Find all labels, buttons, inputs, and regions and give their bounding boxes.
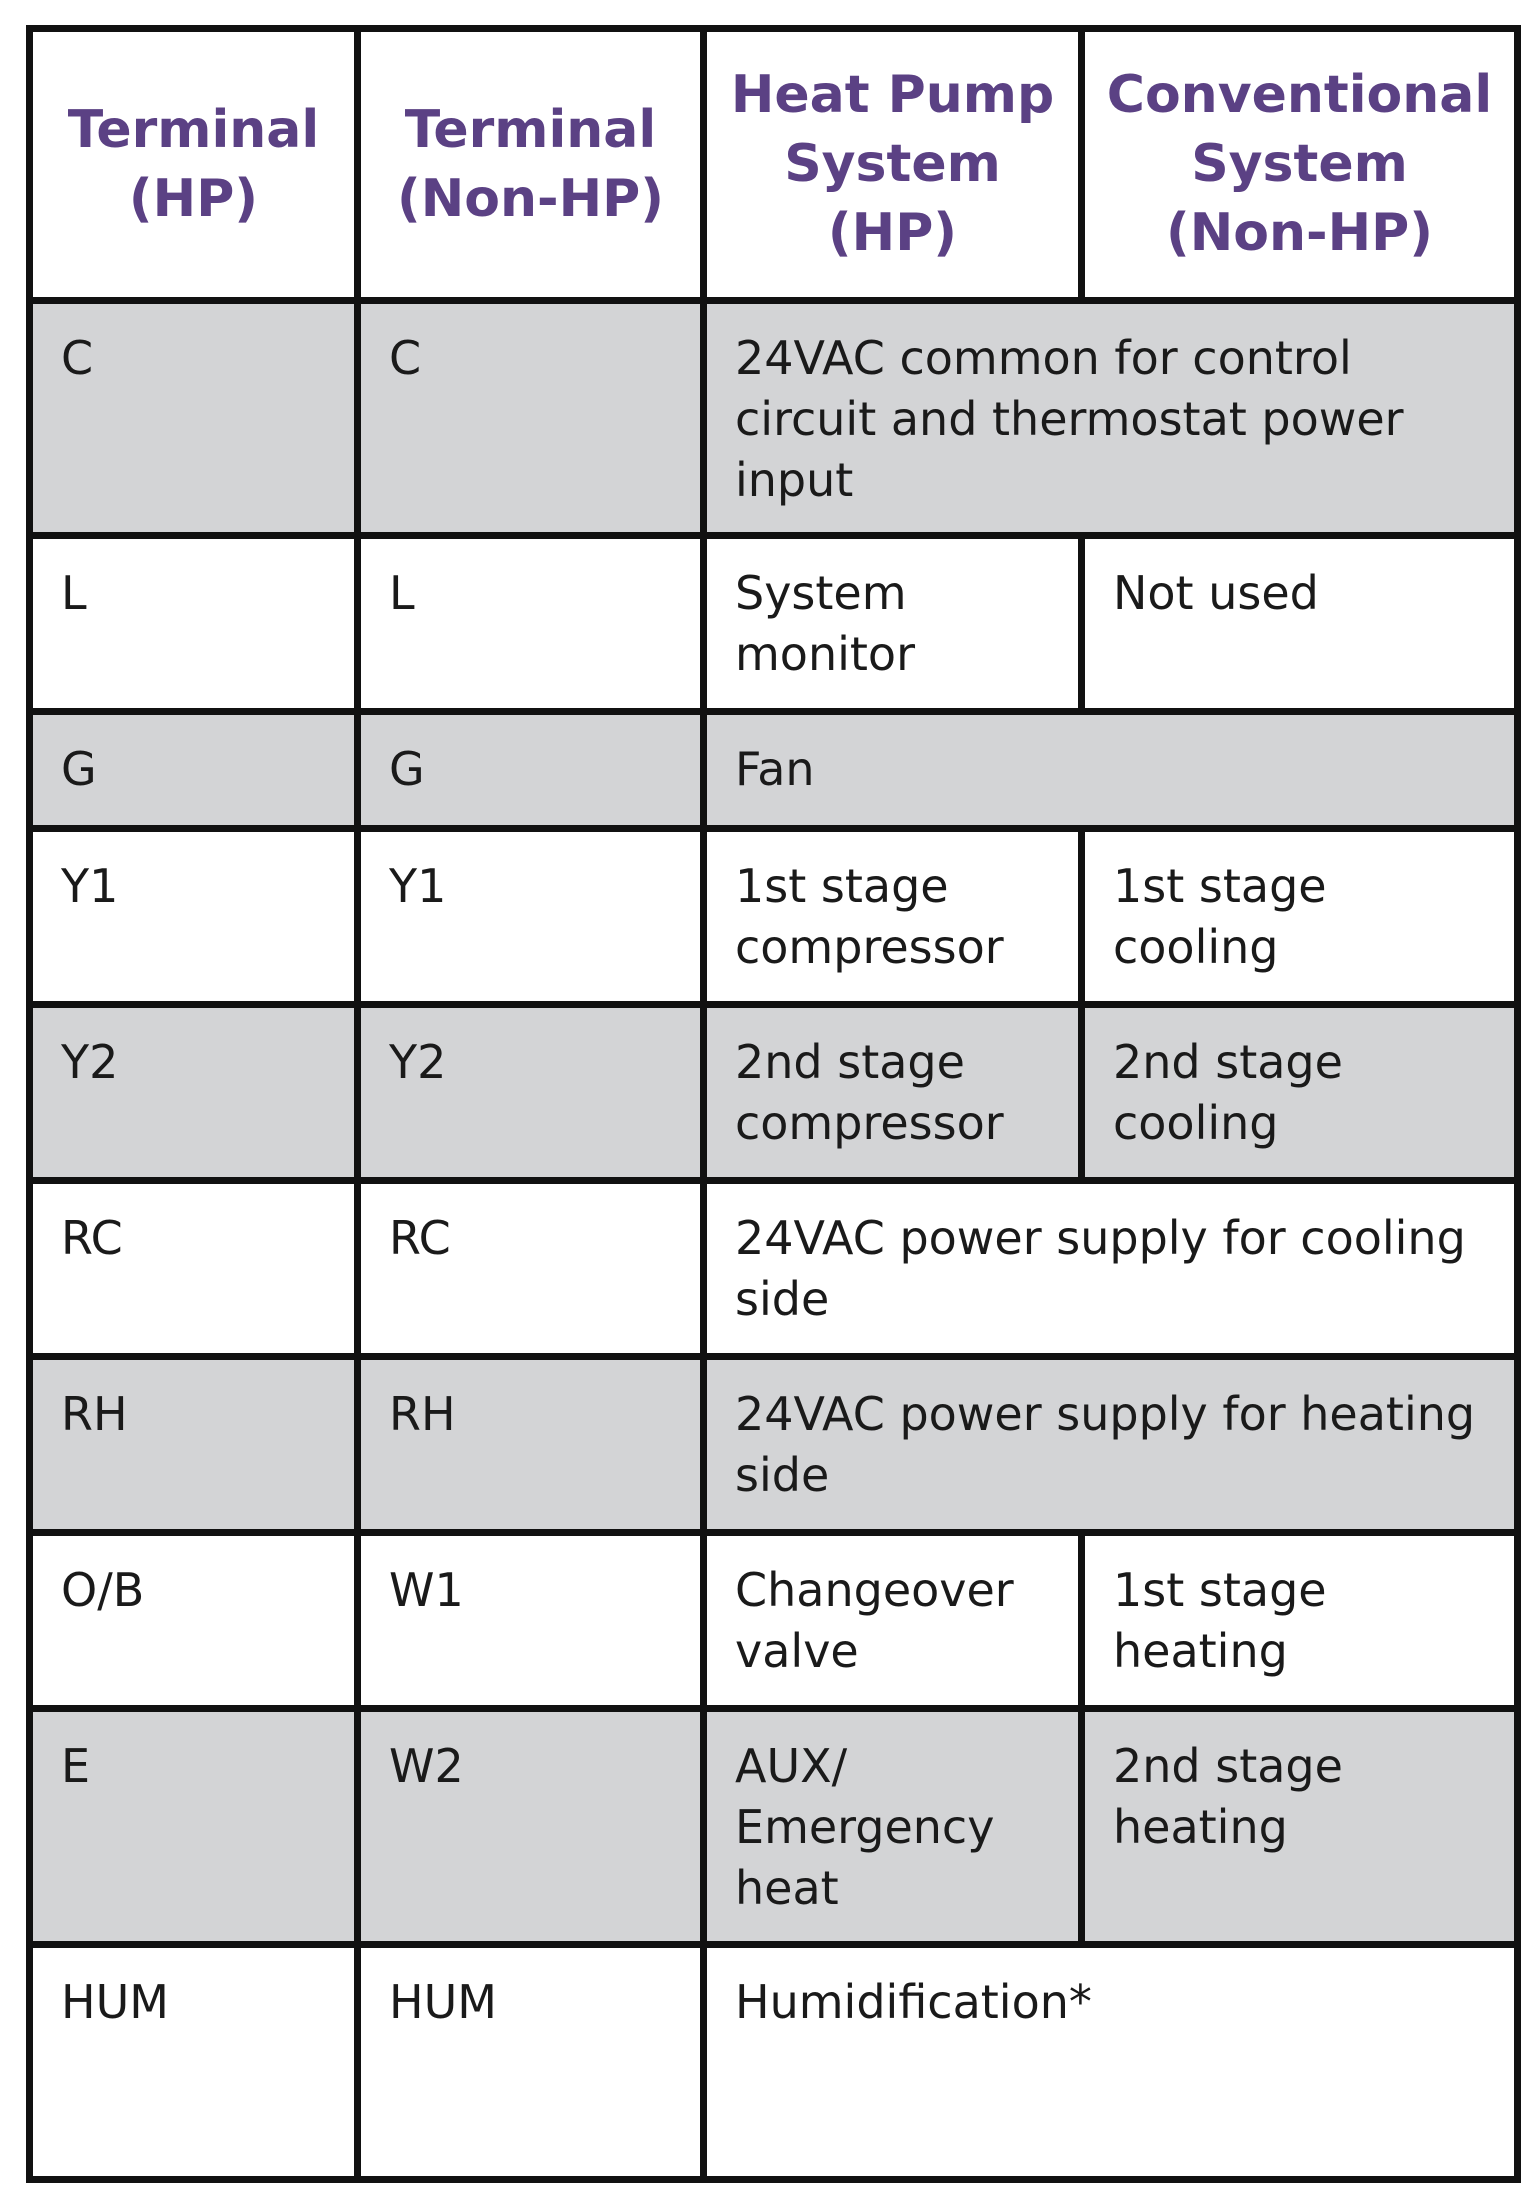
cell-terminal-non-hp: HUM: [358, 1945, 704, 2180]
cell-description-non-hp: 2nd stage cooling: [1082, 1005, 1518, 1181]
header-conventional-system: Conventional System (Non-HP): [1082, 29, 1518, 301]
cell-terminal-non-hp: C: [358, 301, 704, 536]
table-row-e: [30, 1709, 1518, 1945]
cell-terminal-non-hp: Y1: [358, 829, 704, 1005]
terminal-wiring-table: [26, 25, 1521, 2183]
header-heat-pump-system: Heat Pump System (HP): [704, 29, 1082, 301]
cell-terminal-hp: HUM: [30, 1945, 358, 2180]
cell-terminal-non-hp: RH: [358, 1357, 704, 1533]
cell-terminal-non-hp: L: [358, 536, 704, 712]
table-row-l: [30, 536, 1518, 712]
cell-terminal-hp: C: [30, 301, 358, 536]
cell-terminal-non-hp: W1: [358, 1533, 704, 1709]
cell-description-non-hp: 1st stage heating: [1082, 1533, 1518, 1709]
table-row-c: [30, 301, 1518, 536]
cell-terminal-hp: RH: [30, 1357, 358, 1533]
table-row-g: [30, 712, 1518, 829]
table-header-row: [30, 29, 1518, 301]
table-row-ob: [30, 1533, 1518, 1709]
cell-description-hp: 2nd stage compressor: [704, 1005, 1082, 1181]
table-row-y2: [30, 1005, 1518, 1181]
cell-description-non-hp: 2nd stage heating: [1082, 1709, 1518, 1945]
cell-terminal-hp: Y1: [30, 829, 358, 1005]
header-terminal-hp: Terminal (HP): [30, 29, 358, 301]
cell-description-hp: Changeover valve: [704, 1533, 1082, 1709]
wiring-table-container: [26, 25, 1514, 2180]
cell-terminal-hp: E: [30, 1709, 358, 1945]
cell-description-non-hp: Not used: [1082, 536, 1518, 712]
table-row-rh: [30, 1357, 1518, 1533]
cell-terminal-hp: O/B: [30, 1533, 358, 1709]
header-terminal-non-hp: Terminal (Non-HP): [358, 29, 704, 301]
cell-terminal-hp: RC: [30, 1181, 358, 1357]
table-row-rc: [30, 1181, 1518, 1357]
table-row-hum: [30, 1945, 1518, 2180]
cell-description-non-hp: 1st stage cooling: [1082, 829, 1518, 1005]
cell-description-hp: 1st stage compressor: [704, 829, 1082, 1005]
cell-terminal-non-hp: W2: [358, 1709, 704, 1945]
cell-terminal-non-hp: Y2: [358, 1005, 704, 1181]
cell-description-hp: AUX/ Emergency heat: [704, 1709, 1082, 1945]
cell-terminal-non-hp: G: [358, 712, 704, 829]
cell-description: Humidification*: [704, 1945, 1518, 2180]
cell-terminal-non-hp: RC: [358, 1181, 704, 1357]
cell-description-hp: System monitor: [704, 536, 1082, 712]
cell-description: 24VAC power supply for heating side: [704, 1357, 1518, 1533]
table-row-y1: [30, 829, 1518, 1005]
cell-description: 24VAC common for control circuit and thermostat power input: [704, 301, 1518, 536]
cell-terminal-hp: L: [30, 536, 358, 712]
cell-description: 24VAC power supply for cooling side: [704, 1181, 1518, 1357]
cell-terminal-hp: G: [30, 712, 358, 829]
cell-description: Fan: [704, 712, 1518, 829]
cell-terminal-hp: Y2: [30, 1005, 358, 1181]
